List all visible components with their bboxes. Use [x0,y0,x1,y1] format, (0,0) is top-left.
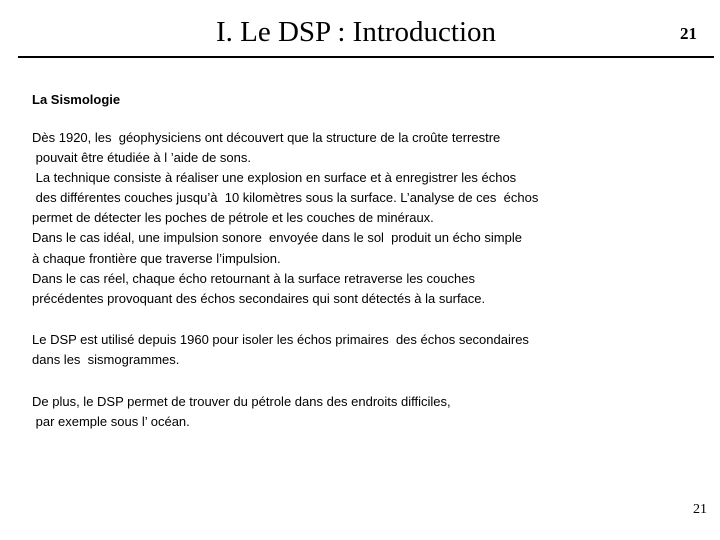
header-divider [18,56,714,58]
paragraph-line: Dans le cas idéal, une impulsion sonore envoyée dans le sol produit un écho simple [32,230,522,246]
paragraph-line: à chaque frontière que traverse l’impulsion. [32,250,281,266]
paragraph-line: des différentes couches jusqu’à 10 kilomètres sous la surface. L’analyse de ces échos [32,190,539,206]
page-number: 21 [693,502,707,517]
paragraph-line: Dans le cas réel, chaque écho retournant à la surface retraverse les couches [32,270,475,286]
paragraph-dsp-usage [32,330,529,370]
slide-number-header: 21 [680,24,697,43]
slide-title: I. Le DSP : Introduction [215,16,497,48]
paragraph-line: précédentes provoquant des échos secondaires qui sont détectés à la surface. [32,290,486,306]
paragraph-line: dans les sismogrammes. [32,352,180,368]
paragraph-seismology [32,128,538,309]
paragraph-line: pouvait être étudiée à l ’aide de sons. [32,150,251,166]
paragraph-dsp-oil [32,392,451,432]
paragraph-line: De plus, le DSP permet de trouver du pétrole dans des endroits difficiles, [32,394,451,409]
paragraph-line: Le DSP est utilisé depuis 1960 pour isoler les échos primaires des échos secondaires [32,332,529,347]
paragraph-line: par exemple sous l’ océan. [32,414,190,430]
paragraph-line: Dès 1920, les géophysiciens ont découvert que la structure de la croûte terrestre [32,130,501,145]
section-heading: La Sismologie [32,92,121,107]
paragraph-line: La technique consiste à réaliser une explosion en surface et à enregistrer les échos [32,170,517,186]
paragraph-line: permet de détecter les poches de pétrole et les couches de minéraux. [32,210,434,226]
